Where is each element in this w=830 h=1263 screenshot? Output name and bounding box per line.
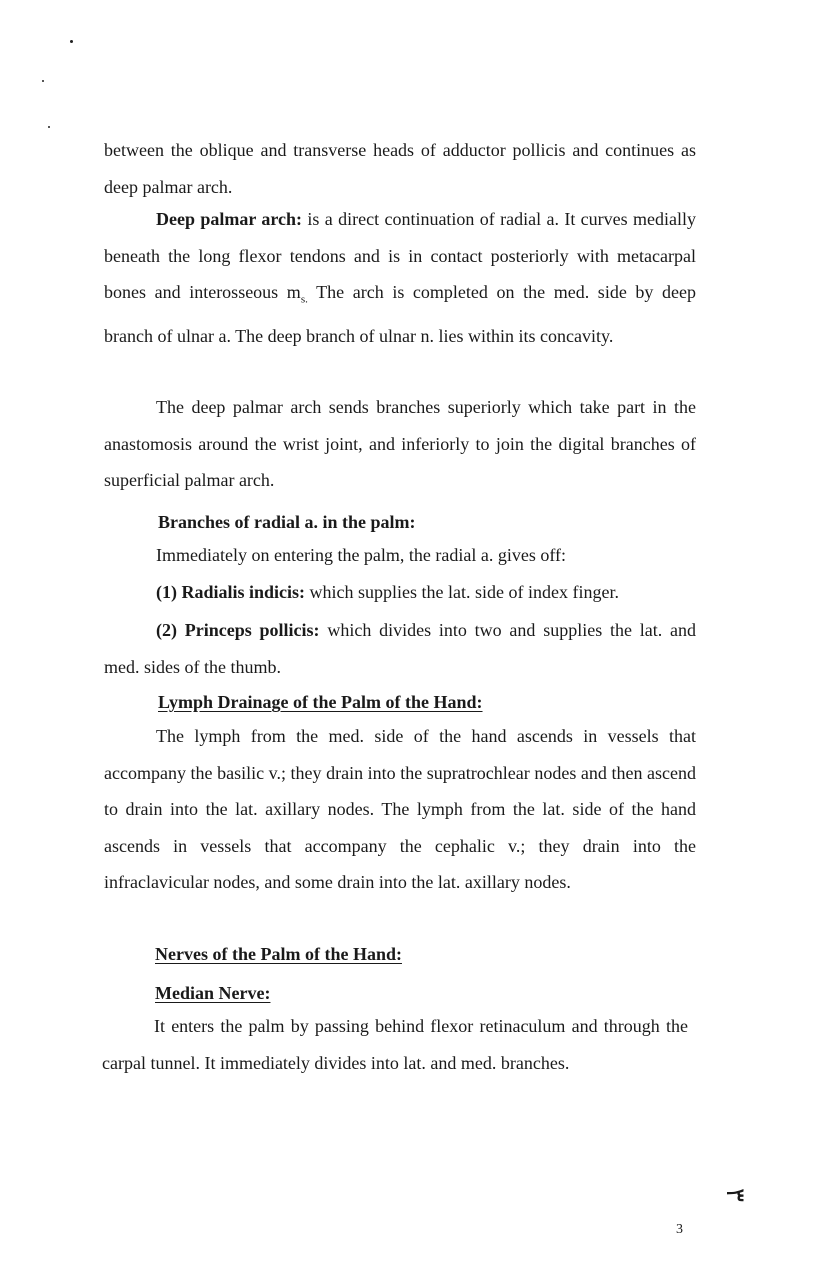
scan-speck [70,40,73,43]
paragraph-deep-arch-branches: The deep palmar arch sends branches superiorly which take part in the anastomosis around the wrist joint, and inferiorly to join the digital branches of superficial palmar arch. [104,397,696,490]
paragraph-median-nerve: It enters the palm by passing behind flexor retinaculum and through the carpal tunnel. It immediately divides into lat. and med. branches. [102,1016,688,1073]
scan-speck [42,80,44,82]
deep-palmar-arch-label: Deep palmar arch: [156,209,303,229]
scan-speck [48,126,50,128]
paragraph-continuation: between the oblique and transverse heads of adductor pollicis and continues as deep palmar arch. [104,140,696,197]
heading-branches-radial: Branches of radial a. in the palm: [158,512,416,532]
deep-palmar-arch-text-2: The arch is completed on the med. side by deep branch of ulnar a. The deep branch of ulnar n. lies within its concavity. [104,282,697,347]
margin-page-mark: ٣ [720,1188,751,1202]
paragraph-lymph-drainage: The lymph from the med. side of the hand ascends in vessels that accompany the basilic v.; they drain into the supratrochlear nodes and then ascend to drain into the lat. axillary nodes. The lymph from the lat. side of the hand ascends in vessels that accompany the cephalic v.; they drain into the infraclavicular nodes, and some drain into the lat. axillary nodes. [104,726,696,892]
list-item-radialis-indicis [104,574,696,611]
page-number: 3 [676,1222,683,1237]
radialis-indicis-label: (1) Radialis indicis: [156,582,306,602]
paragraph-deep-palmar-arch [104,201,696,355]
princeps-pollicis-text: which divides into two and supplies the lat. and med. sides of the thumb. [104,620,697,677]
heading-nerves-palm: Nerves of the Palm of the Hand: [155,944,402,964]
paragraph-branches-intro: Immediately on entering the palm, the radial a. gives off: [156,545,567,565]
heading-lymph-drainage: Lymph Drainage of the Palm of the Hand: [158,692,483,712]
radialis-indicis-text: which supplies the lat. side of index finger. [309,582,619,602]
deep-palmar-arch-text: is a direct continuation of radial a. It curves medially beneath the long flexor tendons and is in contact posteriorly with metacarpal bones and interosseous m [104,209,696,302]
list-item-princeps-pollicis [104,612,696,685]
deep-palmar-arch-subscript: s. [300,293,308,306]
princeps-pollicis-label: (2) Princeps pollicis: [156,620,320,640]
heading-median-nerve: Median Nerve: [155,983,271,1003]
